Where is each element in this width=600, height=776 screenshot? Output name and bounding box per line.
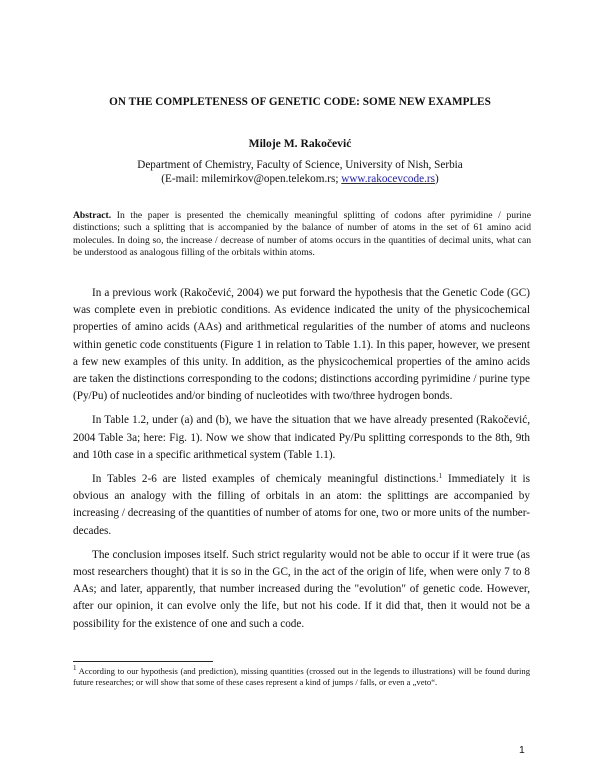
paragraph-tables-text-2: Immediately it is obvious an analogy with the filling of orbitals in an atom: the splittings are accompanied by increasing / decreasing of the quantities of number of atoms for one, two or more units of the number-decades. — [73, 473, 530, 537]
website-link[interactable]: www.rakocevcode.rs — [341, 173, 435, 185]
body-text — [73, 285, 530, 640]
abstract-text: In the paper is presented the chemically meaningful splitting of codons after pyrimidine / purine distinctions; such a splitting that is accompanied by the balance of number of atoms in the set of 61 amino acid molecules. In doing so, the increase / decrease of number of atoms occurs in the quantities of decimal units, what can be understood as analogous filling of the orbitals within atoms. — [73, 210, 531, 259]
affiliation: Department of Chemistry, Faculty of Science, University of Nish, Serbia — [137, 159, 463, 171]
footnote-ref[interactable]: 1 — [438, 472, 443, 481]
footnote-mark: 1 — [73, 664, 77, 672]
paragraph-table-1-2: In Table 1.2, under (a) and (b), we have the situation that we have already presented (Rakočević, 2004 Table 3a; here: Fig. 1). Now we show that indicated Py/Pu splitting corresponds to the 8th, 9th and 10th case in a specific arithmetical system (Table 1.1). — [73, 414, 530, 461]
author-name: Miloje M. Rakočević — [248, 137, 352, 150]
contact-email: (E-mail: milemirkov@open.telekom.rs; — [161, 173, 342, 185]
abstract-label: Abstract. — [73, 210, 112, 221]
contact-close: ) — [434, 173, 439, 185]
paragraph-previous-work: In a previous work (Rakočević, 2004) we put forward the hypothesis that the Genetic Code (GC) was complete even in prebiotic conditions. As evidence indicated the unity of the physicochemical properties of amino acids (AAs) and arithmetical regularities of the number of atoms and nucleons within genetic code constituents (Figure 1 in relation to Table 1.1). In this paper, however, we present a few new examples of this unity. In addition, as the physicochemical properties of the amino acids are taken the distinctions corresponding to the codons; distinctions according pyrimidine / purine type (Py/Pu) of nucleotides and/or binding of nucleotides with two/three hydrogen bonds. — [73, 287, 530, 403]
contact-line — [0, 172, 600, 186]
footnote-text: According to our hypothesis (and prediction), missing quantities (crossed out in the legends to illustrations) will be found during future researches; or will show that some of these cases represent a kind of jumps / falls, or even a „veto“. — [73, 666, 530, 687]
affiliation-block — [0, 158, 600, 186]
footnote-divider — [73, 661, 213, 662]
paragraph-tables-2-6 — [73, 471, 530, 540]
paragraph-conclusion: The conclusion imposes itself. Such strict regularity would not be able to occur if it were true (as most researchers thought) that it is so in the GC, in the act of the origin of life, when were only 7 to 8 AAs; and later, apparently, that number increased during the "evolution" of genetic code. However, after our opinion, it can evolve only the life, but not his code. If it did that, then it would not be a possibility for the existence of one and such a code. — [73, 548, 530, 630]
paragraph-tables-text-1: In Tables 2-6 are listed examples of chemicaly meaningful distinctions. — [92, 473, 439, 486]
paper-title: ON THE COMPLETENESS OF GENETIC CODE: SOME NEW EXAMPLES — [109, 96, 491, 108]
page-number: 1 — [519, 745, 525, 756]
footnote — [73, 666, 530, 688]
abstract — [73, 210, 531, 260]
